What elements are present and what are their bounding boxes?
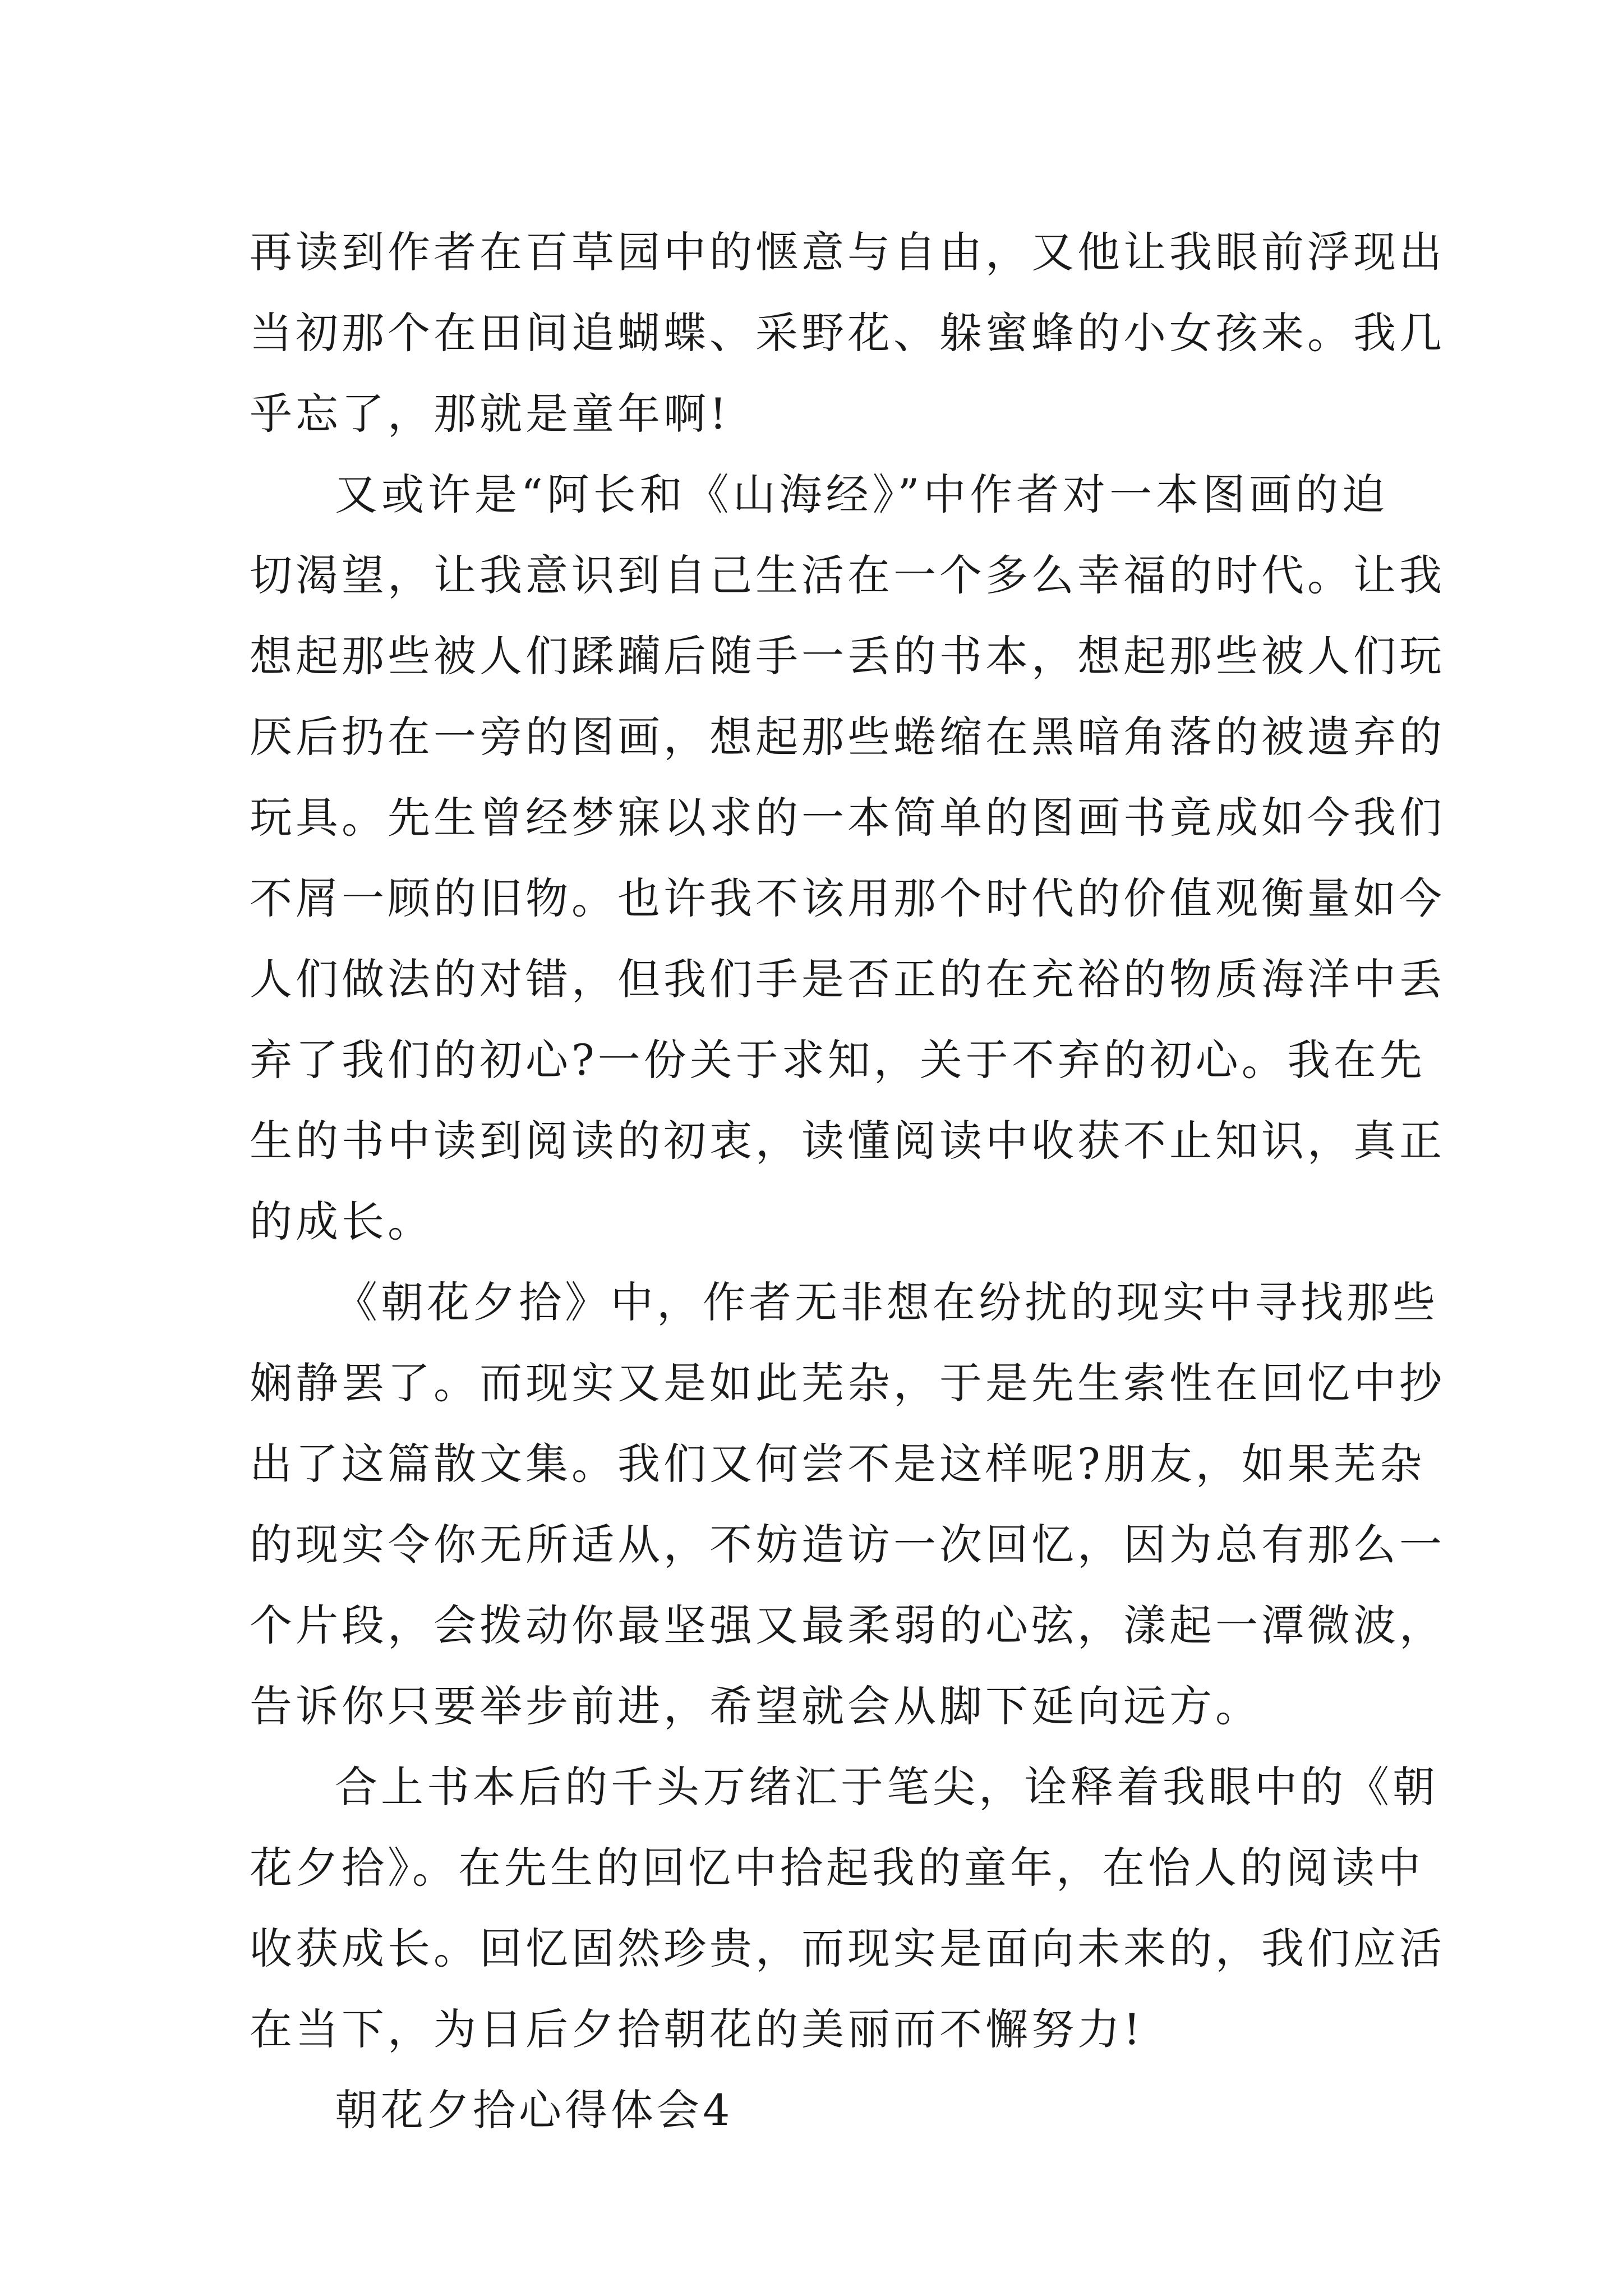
body-text xyxy=(250,212,1445,2151)
text-line: 花夕拾》。在先生的回忆中拾起我的童年，在怡人的阅读中 xyxy=(250,1843,1424,1893)
paragraph-4 xyxy=(250,1747,1445,2070)
paragraph-1 xyxy=(250,212,1445,454)
text-line: 人们做法的对错，但我们手是否正的在充裕的物质海洋中丢 xyxy=(250,954,1445,1004)
text-line: 合上书本后的千头万绪汇于笔尖，诠释着我眼中的《朝 xyxy=(335,1762,1438,1812)
text-line: 不屑一顾的旧物。也许我不该用那个时代的价值观衡量如今 xyxy=(250,873,1445,923)
text-line: 又或许是“阿长和《山海经》”中作者对一本图画的迫 xyxy=(335,470,1388,519)
text-line: 想起那些被人们蹂躏后随手一丢的书本，想起那些被人们玩 xyxy=(250,631,1445,681)
text-line: 弃了我们的初心?一份关于求知，关于不弃的初心。我在先 xyxy=(250,1035,1426,1085)
text-line: 个片段，会拨动你最坚强又最柔弱的心弦，漾起一潭微波， xyxy=(250,1600,1445,1650)
section-heading: 朝花夕拾心得体会4 xyxy=(335,2085,734,2135)
text-line: 厌后扔在一旁的图画，想起那些蜷缩在黑暗角落的被遗弃的 xyxy=(250,712,1445,762)
text-line: 收获成长。回忆固然珍贵，而现实是面向未来的，我们应活 xyxy=(250,1924,1445,1973)
text-line: 再读到作者在百草园中的惬意与自由，又他让我眼前浮现出 xyxy=(250,227,1445,277)
text-line: 告诉你只要举步前进，希望就会从脚下延向远方。 xyxy=(250,1681,1261,1731)
text-line: 娴静罢了。而现实又是如此芜杂，于是先生索性在回忆中抄 xyxy=(250,1358,1445,1408)
paragraph-2 xyxy=(250,454,1445,1262)
text-line: 的成长。 xyxy=(250,1197,434,1246)
text-line: 生的书中读到阅读的初衷，读懂阅读中收获不止知识，真正 xyxy=(250,1116,1445,1166)
text-line: 切渴望，让我意识到自己生活在一个多么幸福的时代。让我 xyxy=(250,550,1445,600)
paragraph-3 xyxy=(250,1262,1445,1747)
text-line: 玩具。先生曾经梦寐以求的一本简单的图画书竟成如今我们 xyxy=(250,793,1445,843)
text-line: 《朝花夕拾》中，作者无非想在纷扰的现实中寻找那些 xyxy=(335,1277,1438,1327)
text-line: 的现实令你无所适从，不妨造访一次回忆，因为总有那么一 xyxy=(250,1520,1445,1570)
text-line: 在当下，为日后夕拾朝花的美丽而不懈努力! xyxy=(250,2004,1144,2054)
text-line: 乎忘了，那就是童年啊! xyxy=(250,389,730,439)
text-line: 出了这篇散文集。我们又何尝不是这样呢?朋友，如果芜杂 xyxy=(250,1439,1426,1489)
text-line: 当初那个在田间追蝴蝶、采野花、躲蜜蜂的小女孩来。我几 xyxy=(250,308,1445,358)
